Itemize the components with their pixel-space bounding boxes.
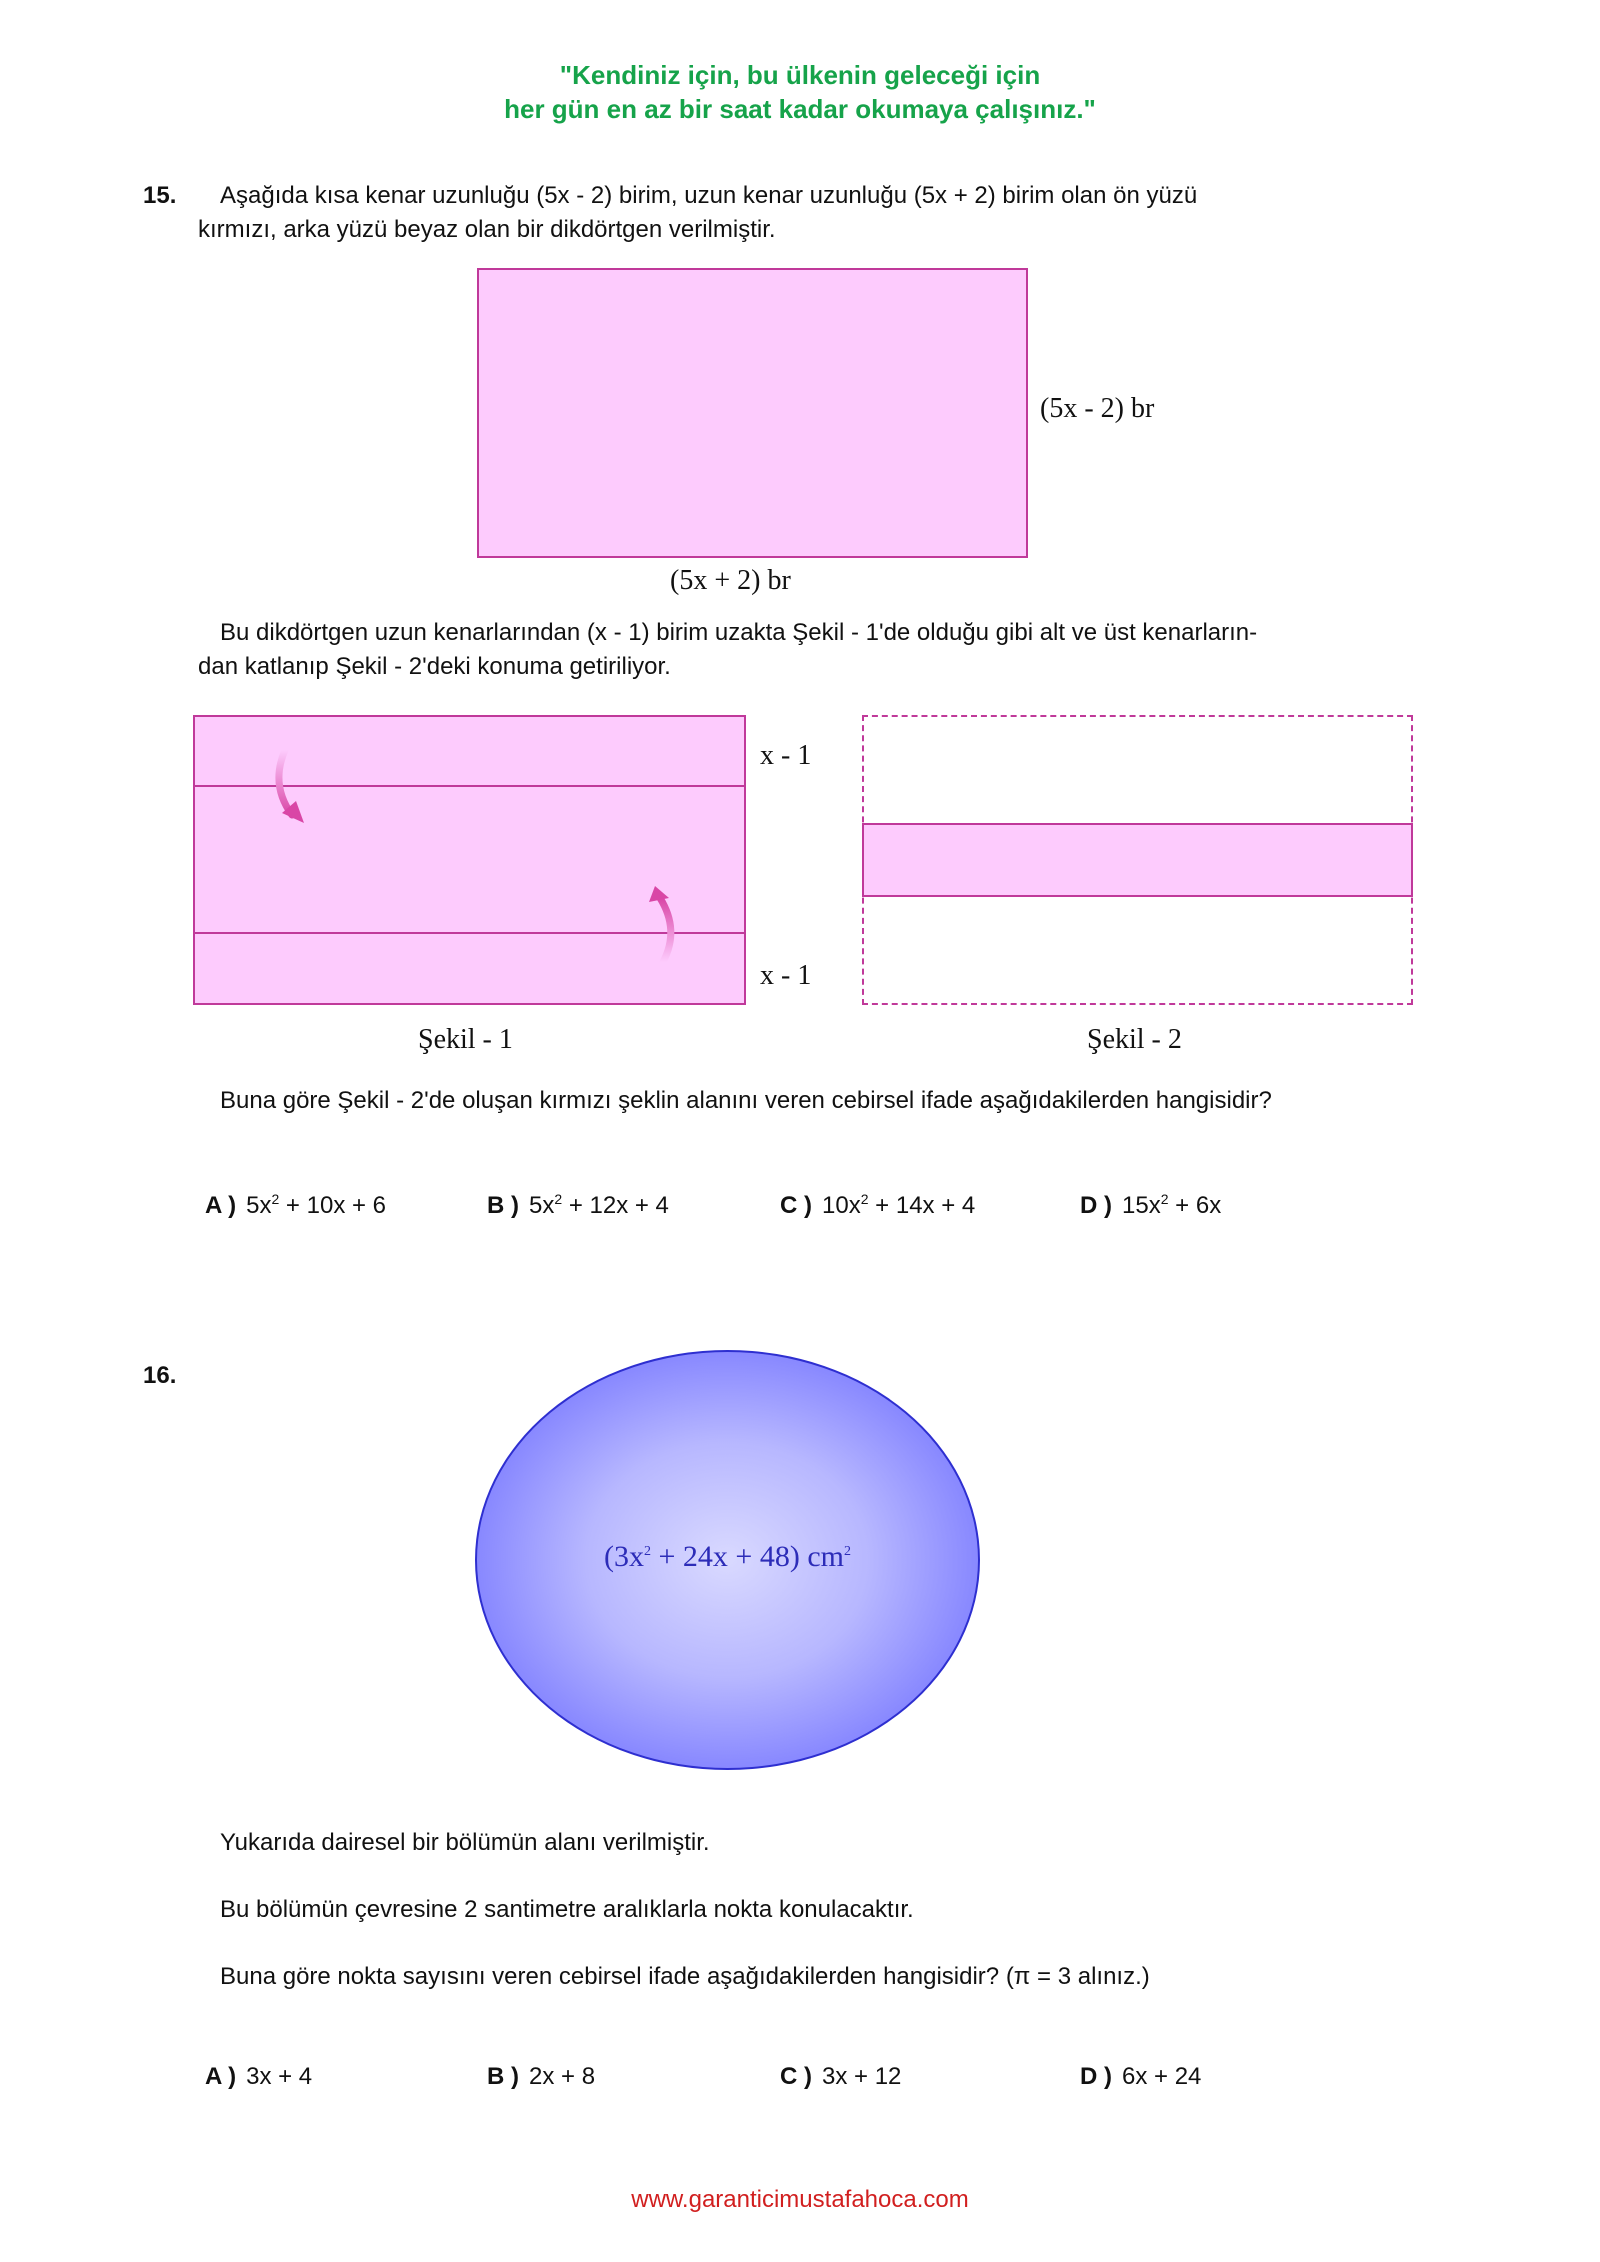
- option-letter: D ): [1080, 2063, 1112, 2090]
- option-text: 5x: [529, 1192, 555, 1219]
- option-text-rest: + 14x + 4: [868, 1192, 976, 1219]
- option-letter: B ): [487, 2063, 519, 2090]
- motto-line-2: her gün en az bir saat kadar okumaya çalışınız.": [504, 94, 1096, 124]
- q15-question: Buna göre Şekil - 2'de oluşan kırmızı şeklin alanını veren cebirsel ifade aşağıdakilerden hangisidir?: [220, 1087, 1272, 1114]
- q16-option-d[interactable]: [1080, 2063, 1201, 2091]
- option-letter: B ): [487, 1192, 519, 1219]
- question-15-number: 15.: [143, 182, 177, 209]
- option-letter: A ): [205, 2063, 237, 2090]
- motto-line-1: "Kendiniz için, bu ülkenin geleceği için: [559, 60, 1041, 90]
- fold-top-distance-label: x - 1: [760, 740, 812, 771]
- q15-intro-line-2: kırmızı, arka yüzü beyaz olan bir dikdörtgen verilmiştir.: [198, 216, 776, 243]
- q15-option-a[interactable]: [205, 1192, 386, 1220]
- option-text: 6x + 24: [1122, 2063, 1202, 2090]
- q15-option-b[interactable]: [487, 1192, 669, 1220]
- option-letter: D ): [1080, 1192, 1112, 1219]
- rect-long-side-label: (5x + 2) br: [670, 565, 791, 596]
- footer-website-link[interactable]: www.garanticimustafahoca.com: [631, 2186, 969, 2213]
- option-text-rest: + 10x + 6: [279, 1192, 387, 1219]
- option-text-rest: + 6x: [1168, 1192, 1222, 1219]
- option-exponent: 2: [860, 1191, 869, 1207]
- option-text: 15x: [1122, 1192, 1161, 1219]
- option-text-rest: + 12x + 4: [562, 1192, 669, 1219]
- q15-intro-line-1: Aşağıda kısa kenar uzunluğu (5x - 2) birim, uzun kenar uzunluğu (5x + 2) birim olan ön yüzü: [220, 182, 1198, 209]
- q15-fold-line-2: dan katlanıp Şekil - 2'deki konuma getiriliyor.: [198, 653, 671, 680]
- circle-area-label: $(3x^2 + 24x + 48)$ $cm^2$: [604, 1540, 851, 1573]
- option-text: 2x + 8: [529, 2063, 596, 2090]
- figure-2-caption: Şekil - 2: [1087, 1024, 1182, 1055]
- option-letter: C ): [780, 1192, 812, 1219]
- rect-short-side-label: (5x - 2) br: [1040, 393, 1155, 424]
- option-letter: A ): [205, 1192, 237, 1219]
- option-text: 10x: [822, 1192, 861, 1219]
- fold-bottom-distance-label: x - 1: [760, 960, 812, 991]
- option-exponent: 2: [271, 1191, 280, 1207]
- fold-up-arrow-icon: [635, 880, 695, 970]
- q16-option-a[interactable]: [205, 2063, 312, 2091]
- option-letter: C ): [780, 2063, 812, 2090]
- option-exponent: 2: [554, 1191, 563, 1207]
- option-text: 3x + 4: [246, 2063, 313, 2090]
- option-exponent: 2: [1160, 1191, 1169, 1207]
- question-16-number: 16.: [143, 1362, 177, 1389]
- q16-option-c[interactable]: [780, 2063, 901, 2091]
- q16-line-3: Buna göre nokta sayısını veren cebirsel ifade aşağıdakilerden hangisidir? (π = 3 alınız.): [220, 1963, 1150, 1990]
- figure-2-folded-strip: [862, 823, 1413, 897]
- circle-figure: [475, 1350, 980, 1770]
- option-text: 3x + 12: [822, 2063, 902, 2090]
- option-text: 5x: [246, 1192, 272, 1219]
- q16-line-2: Bu bölümün çevresine 2 santimetre aralıklarla nokta konulacaktır.: [220, 1896, 914, 1923]
- q16-option-b[interactable]: [487, 2063, 595, 2091]
- q15-option-c[interactable]: [780, 1192, 975, 1220]
- q16-line-1: Yukarıda dairesel bir bölümün alanı verilmiştir.: [220, 1829, 710, 1856]
- main-rectangle: [477, 268, 1028, 558]
- q15-fold-line-1: Bu dikdörtgen uzun kenarlarından (x - 1) birim uzakta Şekil - 1'de olduğu gibi alt ve üst kenarların-: [220, 619, 1258, 646]
- fold-down-arrow-icon: [260, 745, 320, 835]
- figure-1-caption: Şekil - 1: [418, 1024, 513, 1055]
- q15-option-d[interactable]: [1080, 1192, 1221, 1220]
